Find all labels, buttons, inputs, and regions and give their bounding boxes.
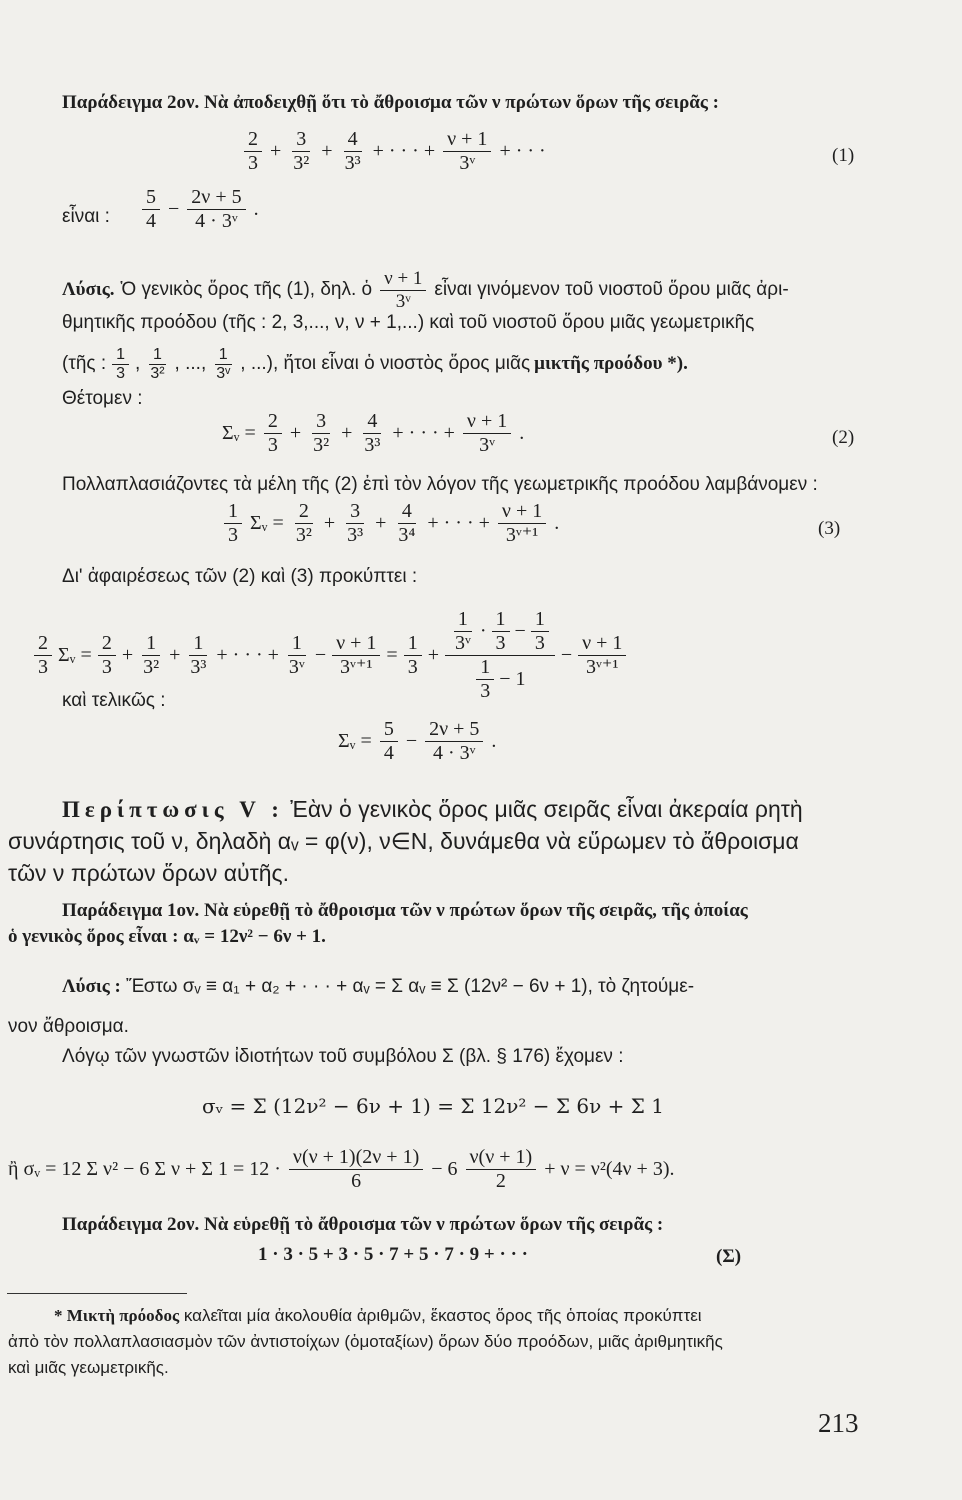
example-2b-series: 1 · 3 · 5 + 3 · 5 · 7 + 5 · 7 · 9 + · · ·	[258, 1244, 529, 1265]
footnote-rule	[7, 1293, 187, 1294]
final-result-equation: Σᵥ = $\frac{5}{4}$ − $\frac{2\nu + 5}{\text{4 · 3ᵛ}}$ .	[338, 718, 497, 764]
example-2b-line	[62, 1214, 663, 1237]
example-2-line	[62, 92, 719, 115]
example-1-text: Νὰ εὑρεθῇ τὸ ἄθροισμα τῶν ν πρώτων ὅρων τῆς σειρᾶς, τῆς ὁποίας	[204, 900, 748, 921]
case-v-text: Ἐὰν ὁ γενικὸς ὅρος μιᾶς σειρᾶς εἶναι ἀκεραία ρητὴ	[290, 796, 803, 822]
solution-line-2: θμητικῆς προόδου (τῆς : 2, 3,..., ν, ν + 1,...) καὶ τοῦ νιοστοῦ ὅρου μιᾶς γεωμετρικῆς	[62, 312, 755, 333]
case-v-line-3: τῶν ν πρώτων ὅρων αὐτῆς.	[8, 860, 289, 886]
fraction: $\frac{1}{\text{3²}}$	[150, 346, 165, 383]
fraction: $\frac{2}{3}$	[264, 410, 282, 457]
equation-number-3: (3)	[818, 518, 841, 539]
fraction: $\frac{\nu(\nu + 1)}{2}$	[466, 1146, 537, 1193]
multiply-text: Πολλαπλασιάζοντες τὰ μέλη τῆς (2) ἐπὶ τὸν λόγον τῆς γεωμετρικῆς προόδου λαμβάνομεν :	[62, 474, 818, 495]
series-1-equation: $\frac{2}{3}$ + $\frac{3}{\text{3²}}$ + $\frac{4}{\text{3³}}$ + · · · + $\frac{\nu + 1}{\text{3ᵛ}}$ + · · ·	[242, 128, 546, 175]
solution-text: , ...), ἤτοι εἶναι ὁ νιοστὸς ὅρος μιᾶς	[240, 353, 531, 375]
solution-2-line-2: νον ἄθροισμα.	[8, 1016, 129, 1037]
example-2b-text: Νὰ εὑρεθῇ τὸ ἄθροισμα τῶν ν πρώτων ὅρων τῆς σειρᾶς :	[204, 1214, 664, 1235]
solution-text: Ὁ γενικὸς ὅρος τῆς (1), δηλ. ὁ	[120, 278, 373, 300]
equation-number-1: (1)	[832, 145, 855, 166]
case-v-line-1	[62, 796, 803, 824]
example-1-line-2: ὁ γενικὸς ὅρος εἶναι : αᵥ = 12ν² − 6ν + 1.	[8, 926, 326, 947]
fraction: $\frac{2\nu + 5}{\text{4 · 3ᵛ}}$	[425, 718, 483, 765]
footnote-line-3: καὶ μιᾶς γεωμετρικῆς.	[8, 1358, 169, 1377]
fraction: $\frac{3}{\text{3²}}$	[293, 128, 310, 174]
sigma-equation-1: σᵥ = Σ (12ν² − 6ν + 1) = Σ 12ν² − Σ 6ν + Σ 1	[202, 1094, 665, 1118]
example-2-heading: Παράδειγμα 2ον.	[62, 92, 200, 113]
sigma-eq2-start: ἢ σᵥ = 12 Σ ν² − 6 Σ ν + Σ 1 = 12 ·	[8, 1158, 281, 1180]
fraction: $\frac{\nu + 1}{\text{3ᵛ⁺¹}}$	[578, 632, 626, 679]
ellipsis: + · · · +	[372, 140, 436, 162]
fraction: $\frac{4}{\text{3⁴}}$	[398, 500, 416, 546]
example-2-statement: Νὰ ἀποδειχθῇ ὅτι τὸ ἄθροισμα τῶν ν πρώτων ὅρων τῆς σειρᾶς :	[204, 92, 719, 113]
finally-text: καὶ τελικῶς :	[62, 690, 166, 711]
solution-line-1	[62, 268, 789, 313]
sigma-equation-2	[8, 1146, 675, 1193]
solution-label: Λύσις.	[62, 278, 115, 300]
fraction: $\frac{2}{3}$	[34, 632, 52, 679]
fraction: $\frac{\nu + 1}{\text{3ᵛ}}$	[443, 128, 491, 175]
equation-number-sigma: (Σ)	[716, 1246, 742, 1267]
fraction: $\frac{4}{\text{3³}}$	[364, 410, 381, 456]
footnote-term: * Μικτὴ πρόοδος	[54, 1306, 180, 1325]
fraction: $\frac{1}{\text{3³}}$	[190, 632, 207, 678]
case-v-label: Περίπτωσις V :	[62, 797, 284, 822]
fraction: $\frac{1}{\text{3ᵛ}}$	[216, 346, 231, 383]
footnote-line-1	[54, 1306, 702, 1326]
fraction: $\frac{\nu + 1}{\text{3ᵛ⁺¹}}$	[498, 500, 546, 547]
footnote-line-2: ἀπὸ τὸν πολλαπλασιασμὸν τῶν ἀντιστοίχων (ὁμοταξίων) ὅρων δύο προόδων, μιᾶς ἀριθμητικῆς	[8, 1332, 723, 1351]
solution-text: εἶναι γινόμενον τοῦ νιοστοῦ ὅρου μιᾶς ἀρι-	[434, 278, 789, 300]
fraction: $\frac{2}{\text{3²}}$	[295, 500, 312, 546]
fraction: $\frac{3}{\text{3²}}$	[313, 410, 330, 456]
subtraction-equation: $\frac{2}{3}$ Σᵥ = $\frac{2}{3}$ + $\frac{1}{\text{3²}}$ + $\frac{1}{\text{3³}}$ + · · · + $\frac{1}{\text{3ᵛ}}$ − $\frac{\nu + 1}{\text{3ᵛ⁺¹}}$ = $\frac{1}{3}$ + $\frac{1}{\text{3ᵛ}}$ · $\frac{1}{3}$ − $\frac{1}{3}$ $\frac{1}{3}$ − 1 − $\frac{\nu + 1}{\text{3ᵛ⁺¹}}$	[32, 608, 628, 703]
case-v-line-2: συνάρτησις τοῦ ν, δηλαδὴ αᵥ = φ(ν), ν∈N, δυνάμεθα νὰ εὕρωμεν τὸ ἄθροισμα	[8, 828, 799, 854]
equation-lhs: Σᵥ =	[222, 422, 256, 444]
fraction: $\frac{3}{\text{3³}}$	[347, 500, 364, 546]
solution-line-3: (τῆς : $\frac{1}{3}$ , $\frac{1}{\text{3²}}$ , ..., $\frac{1}{\text{3ᵛ}}$ , ...), ἤτοι εἶναι ὁ νιοστὸς ὅρος μιᾶς μικτῆς προόδου *).	[62, 346, 688, 383]
sigma-eq2-mid: − 6	[431, 1158, 458, 1180]
page-number: 213	[818, 1408, 859, 1438]
solution-text: (τῆς :	[62, 353, 107, 375]
result-1-equation: $\frac{5}{4}$ − $\frac{2\nu + 5}{\text{4 · 3ᵛ}}$ .	[140, 186, 259, 233]
einai-label: εἶναι :	[62, 206, 110, 227]
fraction: $\frac{1}{3}$	[404, 632, 422, 679]
sigma-eq2-end: + ν = ν²(4ν + 3).	[544, 1158, 675, 1180]
fraction: $\frac{1}{3}$	[112, 346, 129, 384]
solution-2-line-1	[62, 976, 694, 999]
compound-fraction: $\frac{1}{\text{3ᵛ}}$ · $\frac{1}{3}$ − $\frac{1}{3}$ $\frac{1}{3}$ − 1	[445, 608, 555, 703]
footnote-text: καλεῖται μία ἀκολουθία ἀριθμῶν, ἕκαστος ὅρος τῆς ὁποίας προκύπτει	[183, 1306, 702, 1325]
fraction: $\frac{2}{3}$	[98, 632, 116, 679]
solution-2-label: Λύσις :	[62, 976, 121, 997]
fraction: $\frac{5}{4}$	[142, 186, 160, 233]
thetomen-label: Θέτομεν :	[62, 388, 143, 409]
fraction: $\frac{\nu + 1}{\text{3ᵛ⁺¹}}$	[332, 632, 380, 679]
fraction: $\frac{\nu(\nu + 1)(2\nu + 1)}{6}$	[289, 1146, 423, 1193]
fraction: $\frac{4}{\text{3³}}$	[344, 128, 361, 174]
solution-2-text: Ἔστω σᵥ ≡ α₁ + α₂ + · · · + αᵥ = Σ αᵥ ≡ Σ (12ν² − 6ν + 1), τὸ ζητούμε-	[126, 976, 695, 997]
equation-number-2: (2)	[832, 427, 855, 448]
fraction: $\frac{\nu + 1}{\text{3ᵛ}}$	[463, 410, 511, 457]
fraction: $\frac{1}{\text{3ᵛ}}$	[288, 632, 305, 678]
example-2b-heading: Παράδειγμα 2ον.	[62, 1214, 200, 1235]
mixed-progression-term: μικτῆς προόδου *).	[534, 353, 688, 375]
example-1-line-1	[62, 900, 748, 923]
solution-text: , ...,	[174, 353, 207, 375]
fraction: $\frac{5}{4}$	[380, 718, 398, 765]
example-1-heading: Παράδειγμα 1ον.	[62, 900, 200, 921]
subtract-text: Δι' ἀφαιρέσεως τῶν (2) καὶ (3) προκύπτει :	[62, 566, 418, 587]
fraction: $\frac{1}{3}$	[224, 500, 242, 547]
properties-text: Λόγῳ τῶν γνωστῶν ἰδιοτήτων τοῦ συμβόλου Σ (βλ. § 176) ἔχομεν :	[62, 1046, 624, 1067]
ellipsis: + · · ·	[499, 140, 546, 162]
equation-3: $\frac{1}{3}$ Σᵥ = $\frac{2}{\text{3²}}$ + $\frac{3}{\text{3³}}$ + $\frac{4}{\text{3⁴}}$ + · · · + $\frac{\nu + 1}{\text{3ᵛ⁺¹}}$ .	[222, 500, 559, 547]
fraction: $\frac{\nu + 1}{\text{3ᵛ}}$	[380, 268, 426, 313]
fraction: $\frac{2}{3}$	[244, 128, 262, 175]
fraction: $\frac{1}{\text{3²}}$	[143, 632, 160, 678]
equation-2: Σᵥ = $\frac{2}{3}$ + $\frac{3}{\text{3²}}$ + $\frac{4}{\text{3³}}$ + · · · + $\frac{\nu + 1}{\text{3ᵛ}}$ .	[222, 410, 525, 456]
fraction: $\frac{2\nu + 5}{\text{4 · 3ᵛ}}$	[187, 186, 245, 233]
